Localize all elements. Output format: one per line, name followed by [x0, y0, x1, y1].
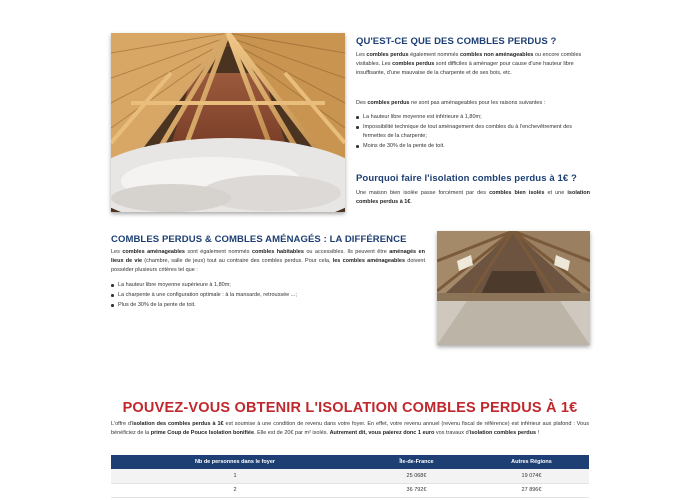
list-item: Moins de 30% de la pente de toit.	[356, 142, 590, 151]
pourquoi-paragraph: Une maison bien isolée passe forcément par des combles bien isolés et une isolation combles perdus à 1€.	[356, 190, 590, 206]
difference-paragraph: Les combles aménageables sont également nommés combles habitables ou accessibles. Ils peuvent être aménagés en lieux de vie (chambre, salle de jeux) tout au contraire des combles perdus. Pour cela, les combles aménageables doivent posséder plusieurs critères tel que :	[111, 249, 426, 274]
eligibility-paragraph: L'offre d'isolation des combles perdus à 1€ est soumise à une condition de revenu dans votre foyer. En effet, votre revenu annuel (revenu fiscal de référence) est inférieur aux plafond : Vous bénéficiez de la prime Coup de Pouce Isolation bonifiée. Elle est de 20€ par m² isolés. Autrement dit, vous paierez donc 1 euro vos travaux d'isolation combles perdus !	[111, 421, 589, 437]
combles-perdus-reasons-intro: Des combles perdus ne sont pas aménageables pour les raisons suivantes :	[356, 100, 546, 106]
list-item: La hauteur libre moyenne supérieure à 1,80m;	[111, 281, 425, 290]
table-row	[111, 469, 589, 483]
table-cell: 27 896€	[474, 483, 589, 497]
combles-perdus-reasons-list	[356, 113, 590, 152]
table-row	[111, 483, 589, 497]
combles-perdus-definition: Les combles perdus également nommés combles non aménageables ou encore combles visitables. Les combles perdus sont difficiles à aménager pour cause d'une hauteur libre insuffisante, d'une mauvaise de la charpente et de ses bois, etc.	[356, 52, 582, 77]
list-item: Plus de 30% de la pente de toit.	[111, 301, 425, 310]
section-title-combles-perdus: QU'EST-CE QUE DES COMBLES PERDUS ?	[356, 36, 557, 47]
column-header-ile-de-france: Île-de-France	[359, 455, 474, 469]
column-header-autres-regions: Autres Régions	[474, 455, 589, 469]
list-item: Impossibilité technique de tout aménagement des combles du à l'enchevêtrement des fermettes de la charpente;	[356, 123, 590, 141]
table-cell: 2	[111, 483, 359, 497]
table-cell: 25 068€	[359, 469, 474, 483]
table-header-row	[111, 455, 589, 469]
section-title-obtenir-isolation: POUVEZ-VOUS OBTENIR L'ISOLATION COMBLES PERDUS À 1€	[122, 400, 578, 416]
table-cell: 36 792€	[359, 483, 474, 497]
list-item: La hauteur libre moyenne est inférieure à 1,80m;	[356, 113, 590, 122]
table-cell: 19 074€	[474, 469, 589, 483]
attic-room-photo	[437, 231, 590, 345]
list-item: La charpente à une configuration optimale : à la mansarde, retroussée ...;	[111, 291, 425, 300]
attic-insulation-photo	[111, 33, 345, 212]
section-title-pourquoi: Pourquoi faire l'isolation combles perdus à 1€ ?	[356, 173, 577, 184]
section-title-difference: COMBLES PERDUS & COMBLES AMÉNAGÉS : LA DIFFÉRENCE	[111, 234, 407, 245]
combles-amenageables-criteria-list	[111, 281, 425, 311]
column-header-household: Nb de personnes dans le foyer	[111, 455, 359, 469]
income-ceiling-table	[111, 455, 589, 498]
table-cell: 1	[111, 469, 359, 483]
